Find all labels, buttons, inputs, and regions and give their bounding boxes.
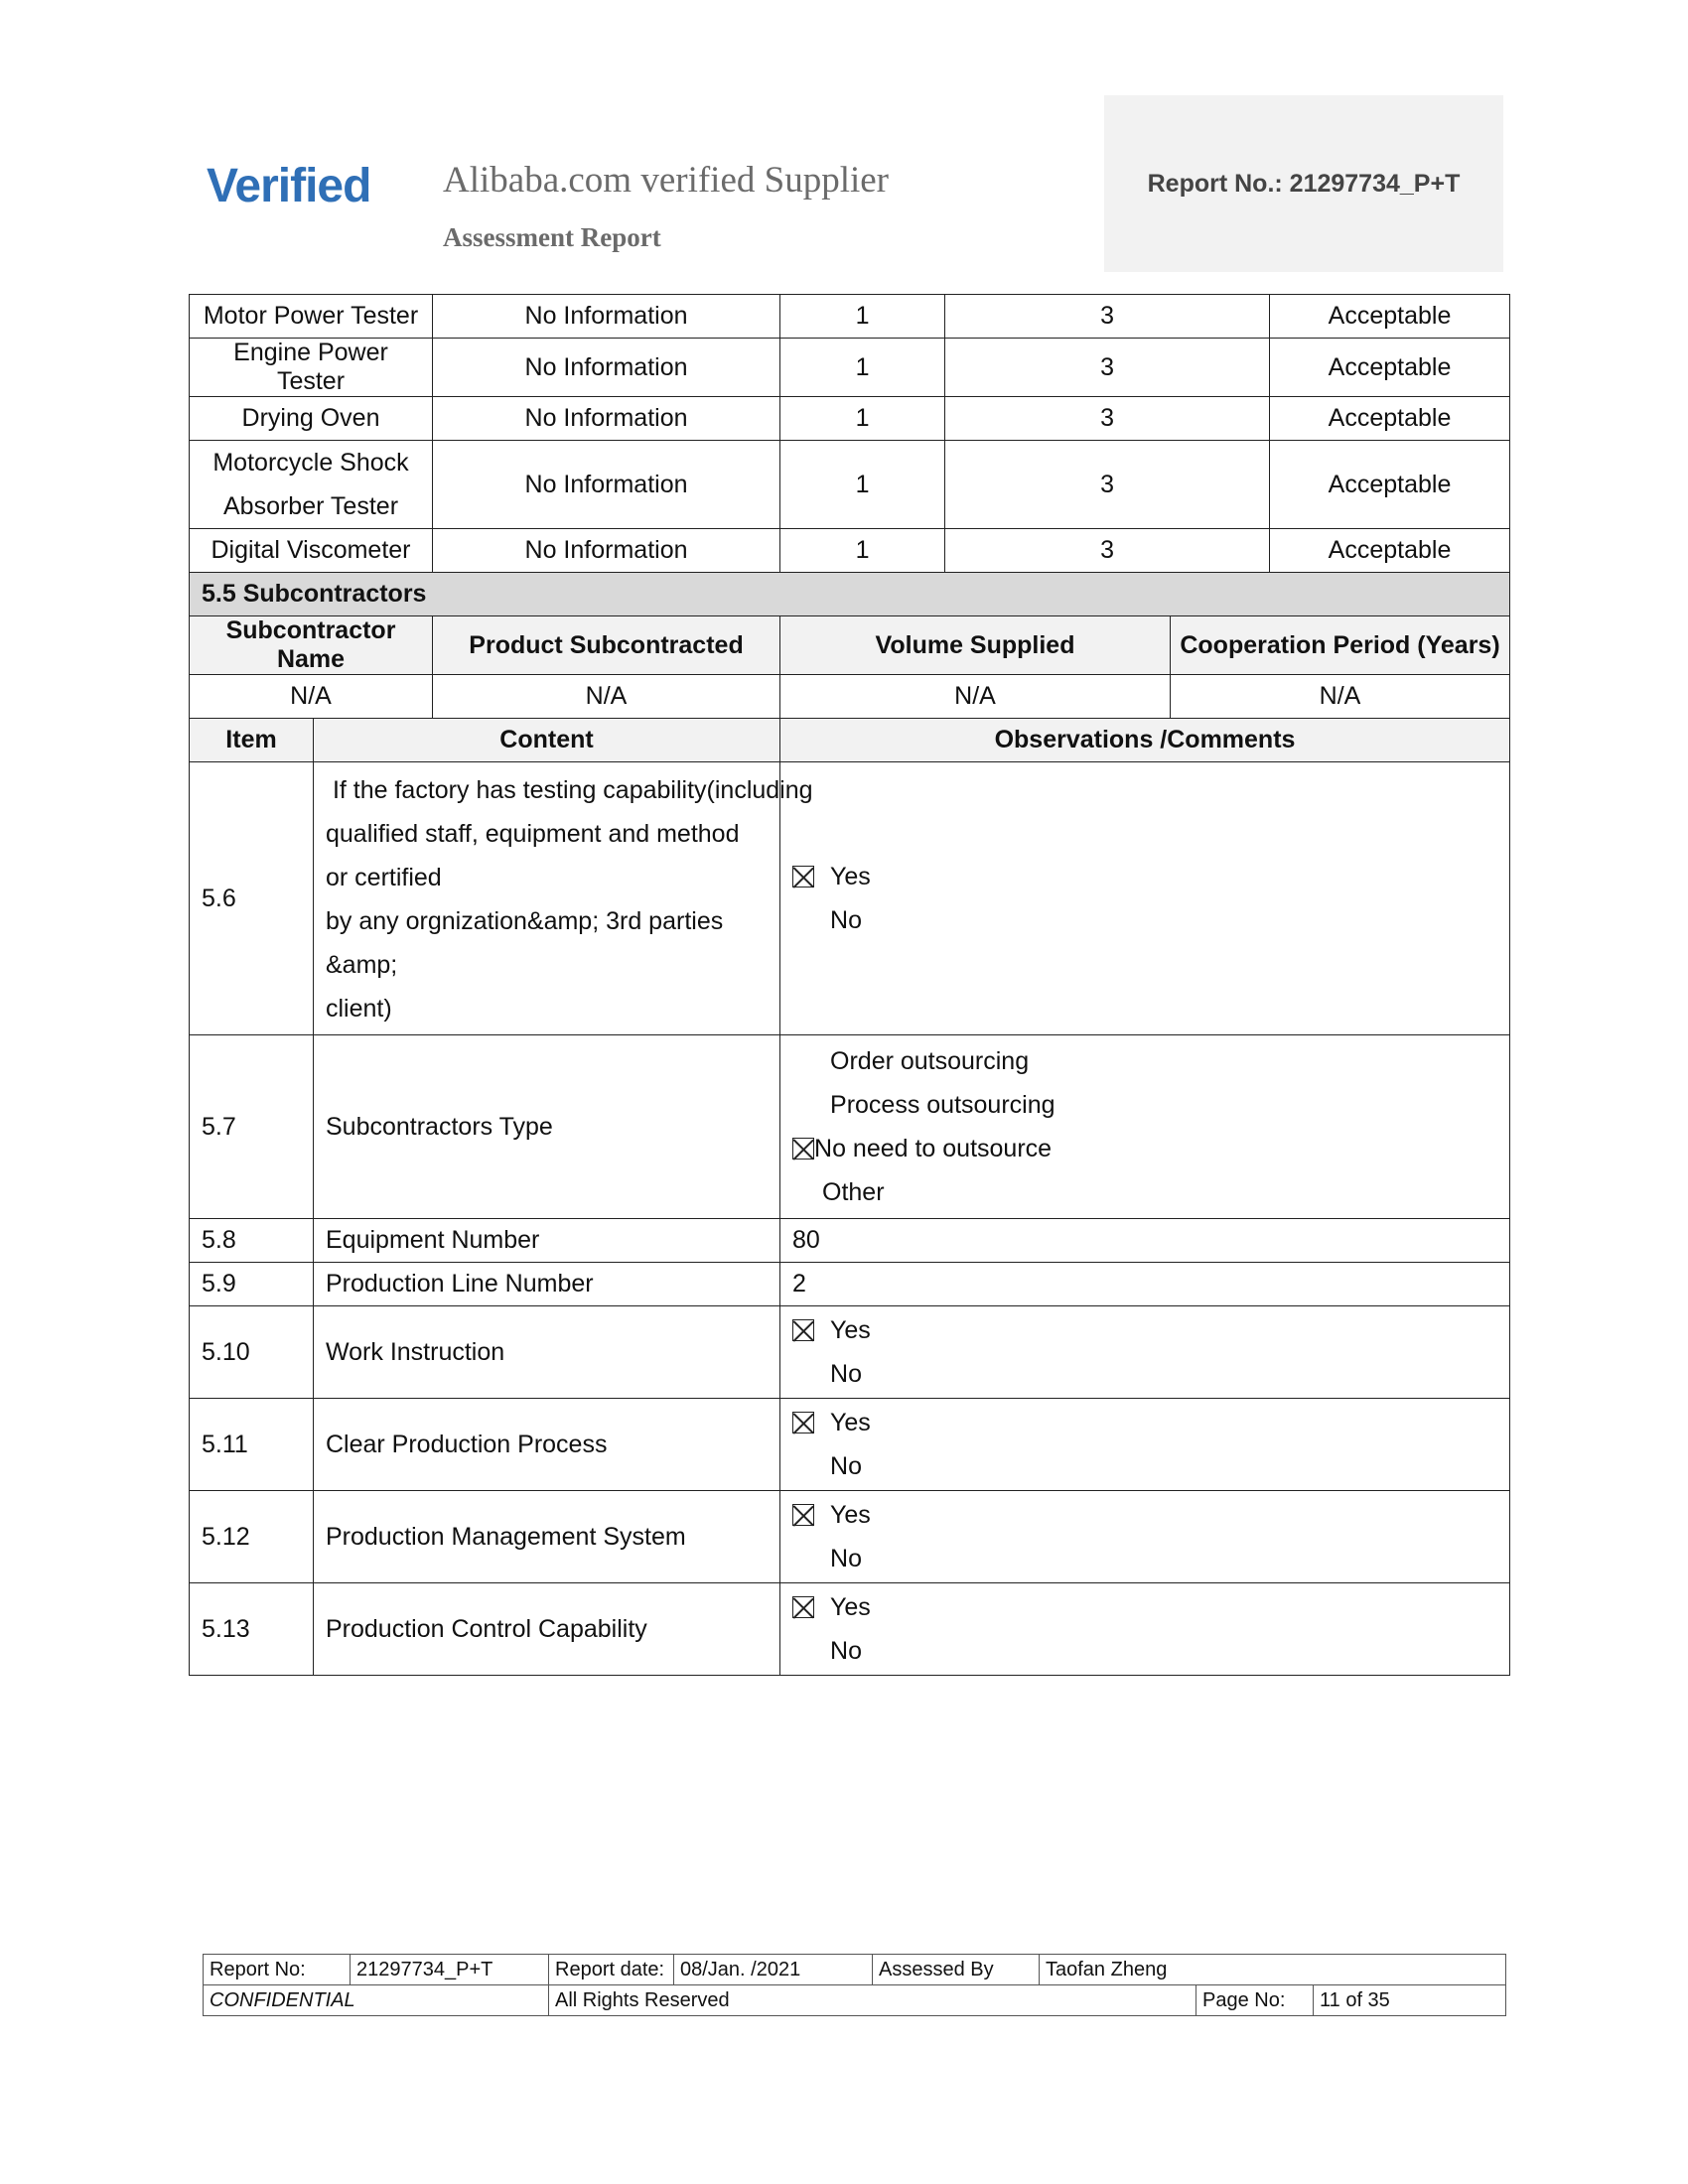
equipment-row: Motor Power Tester No Information 1 3 Acceptable — [190, 295, 1510, 339]
item-row-5-7: 5.7 Subcontractors Type Order outsourcing Process outsourcing No need to outsource Other — [190, 1035, 1510, 1219]
header-subtitle: Assessment Report — [443, 222, 661, 252]
page-footer: Report No: 21297734_P+T Report date: 08/Jan. /2021 Assessed By Taofan Zheng CONFIDENTIAL All Rights Reserved Page No: 11 of 35 — [203, 1954, 1506, 2016]
item-row-5-9: 5.9 Production Line Number 2 — [190, 1263, 1510, 1306]
confidential-label: CONFIDENTIAL — [204, 1985, 549, 2016]
header-title: Alibaba.com verified Supplier — [443, 160, 890, 201]
item-row-5-10: 5.10 Work Instruction Yes No — [190, 1306, 1510, 1399]
report-number-box — [1104, 95, 1503, 272]
item-row-5-13: 5.13 Production Control Capability Yes No — [190, 1583, 1510, 1676]
item-row-5-12: 5.12 Production Management System Yes No — [190, 1491, 1510, 1583]
subcontractor-header-row: Subcontractor Name Product Subcontracted Volume Supplied Cooperation Period (Years) — [190, 616, 1510, 675]
equipment-row: Drying Oven No Information 1 3 Acceptable — [190, 397, 1510, 441]
item-row-5-6: 5.6 If the factory has testing capability(including qualified staff, equipment and method or certified by any orgnization&amp; 3rd parties &amp; client) Yes No — [190, 762, 1510, 1035]
checked-box-icon[interactable] — [792, 1596, 814, 1618]
equipment-row: Motorcycle Shock Absorber Tester No Information 1 3 Acceptable — [190, 441, 1510, 529]
checked-box-icon[interactable] — [792, 1412, 814, 1433]
equipment-row: Digital Viscometer No Information 1 3 Acceptable — [190, 529, 1510, 573]
checked-box-icon[interactable] — [792, 866, 814, 887]
assessment-table — [189, 294, 1510, 1676]
report-number: Report No.: 21297734_P+T — [1147, 169, 1461, 198]
subcontractor-row: N/A N/A N/A N/A — [190, 675, 1510, 719]
item-row-5-8: 5.8 Equipment Number 80 — [190, 1219, 1510, 1263]
rights-label: All Rights Reserved — [549, 1985, 1196, 2016]
checked-box-icon[interactable] — [792, 1138, 814, 1160]
page-number: 11 of 35 — [1314, 1985, 1506, 2016]
checked-box-icon[interactable] — [792, 1319, 814, 1341]
checked-box-icon[interactable] — [792, 1504, 814, 1526]
item-row-5-11: 5.11 Clear Production Process Yes No — [190, 1399, 1510, 1491]
equipment-row: Engine Power Tester No Information 1 3 Acceptable — [190, 339, 1510, 397]
verified-logo: Verified — [207, 160, 371, 212]
section-subcontractors: 5.5 Subcontractors — [190, 573, 1510, 616]
items-header-row: Item Content Observations /Comments — [190, 719, 1510, 762]
